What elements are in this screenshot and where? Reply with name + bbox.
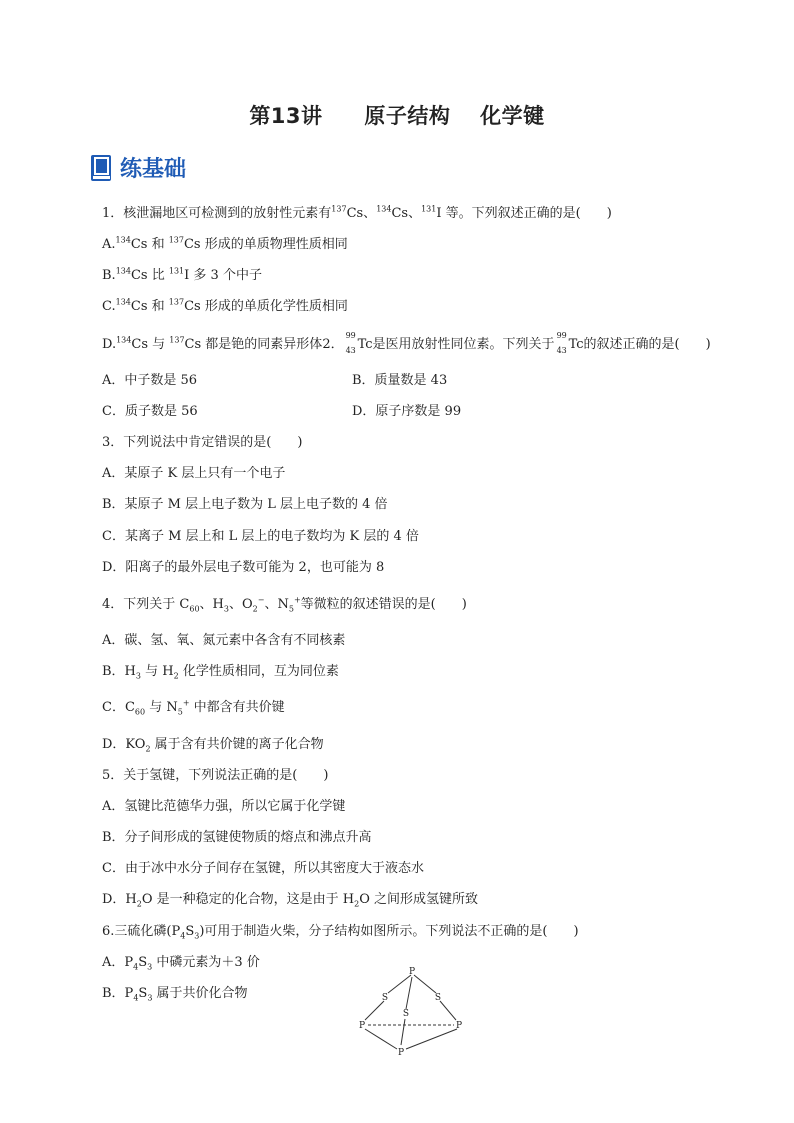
q2-option-c: C．质子数是 56 <box>102 404 198 419</box>
q1-option-b: B.$^{134}$Cs 比 $^{131}$I 多 3 个中子 <box>102 266 262 283</box>
page-title <box>0 100 794 130</box>
q5-option-a: A．氢键比范德华力强，所以它属于化学键 <box>102 799 346 814</box>
book-icon <box>90 154 112 182</box>
section-label: 练基础 <box>120 157 187 182</box>
q5-option-b: B．分子间形成的氢键使物质的熔点和沸点升高 <box>102 830 372 845</box>
q2-stem: 2． 99 43 Tc是医用放射性同位素。下列关于 99 43 Tc的叙述正确的是( ) <box>322 331 711 355</box>
atom-s-mid: S <box>402 1009 410 1019</box>
q4-option-d: D．$KO_2$ 属于含有共价键的离子化合物 <box>102 737 324 754</box>
q5-option-d: D．$H_2O$ 是一种稳定的化合物，这是由于 $H_2O$ 之间形成氢键所致 <box>102 892 479 909</box>
q3-stem: 3．下列说法中肯定错误的是( ) <box>102 435 303 450</box>
topic-atomic-structure: 原子结构 <box>364 104 451 128</box>
section-header <box>90 152 186 183</box>
bond-p-top-s-right <box>414 975 436 993</box>
tc-nuclide: 99 43 <box>345 331 356 355</box>
tc-nuclide-2: 99 43 <box>556 331 567 355</box>
q4-option-a: A．碳、氢、氧、氮元素中各含有不同核素 <box>102 633 346 648</box>
q1-option-c: C.$^{134}$Cs 和 $^{137}$Cs 形成的单质化学性质相同 <box>102 297 348 314</box>
bond-p-left-p-bottom <box>365 1029 397 1049</box>
atom-p-left: P <box>358 1021 366 1031</box>
bond-p-top-s-left <box>388 975 411 993</box>
bond-s-left-p-left <box>365 1001 384 1020</box>
q2-option-a: A．中子数是 56 <box>102 373 198 388</box>
bond-p-right-p-bottom <box>406 1029 457 1049</box>
p4s3-structure-diagram <box>350 965 480 1060</box>
q1-option-d: D.$^{134}$Cs 与 $^{137}$Cs 都是铯的同素异形体 <box>102 335 323 352</box>
bond-p-top-s-mid <box>406 977 412 1009</box>
q4-stem: 4．下列关于 $C_{60}$、$H_3$、$O_2^-$、$N_5^+$等微粒的叙述错误的是( ) <box>102 595 467 614</box>
atom-p-top: P <box>408 967 416 977</box>
atom-p-bottom: P <box>397 1048 405 1058</box>
q6-stem: 6.三硫化磷$(P_4S_3)$可用于制造火柴，分子结构如图所示。下列说法不正确的是( ) <box>102 924 579 941</box>
atom-s-left: S <box>381 993 389 1003</box>
q4-option-c: C．$C_{60}$ 与 $N_5^+$ 中都含有共价键 <box>102 698 285 717</box>
q1-option-d-q2-stem <box>102 331 711 355</box>
q1-option-a: A.$^{134}$Cs 和 $^{137}$Cs 形成的单质物理性质相同 <box>102 235 348 252</box>
q5-stem: 5．关于氢键，下列说法正确的是( ) <box>102 768 329 783</box>
q3-option-b: B．某原子 M 层上电子数为 L 层上电子数的 4 倍 <box>102 497 388 512</box>
atom-p-right: P <box>455 1021 463 1031</box>
q2-option-d: D．原子序数是 99 <box>352 404 462 419</box>
q3-option-d: D．阳离子的最外层电子数可能为 2，也可能为 8 <box>102 560 385 575</box>
topic-chemical-bond: 化学键 <box>480 104 545 128</box>
q2-option-b: B．质量数是 43 <box>352 373 448 388</box>
q6-option-a: A．$P_4S_3$ 中磷元素为＋3 价 <box>102 955 260 972</box>
bond-s-right-p-right <box>440 1001 456 1020</box>
q3-option-c: C．某离子 M 层上和 L 层上的电子数均为 K 层的 4 倍 <box>102 529 419 544</box>
q5-option-c: C．由于冰中水分子间存在氢键，所以其密度大于液态水 <box>102 861 424 876</box>
q1-stem: 1．核泄漏地区可检测到的放射性元素有$^{137}$Cs、$^{134}$Cs、$^{131}$I 等。下列叙述正确的是( ) <box>102 204 612 221</box>
bond-s-mid-p-bottom <box>401 1019 405 1045</box>
lecture-number: 第13讲 <box>249 104 323 128</box>
q6-option-b: B．$P_4S_3$ 属于共价化合物 <box>102 986 248 1003</box>
q3-option-a: A．某原子 K 层上只有一个电子 <box>102 466 286 481</box>
q4-option-b: B．$H_3$ 与 $H_2$ 化学性质相同，互为同位素 <box>102 664 339 681</box>
atom-s-right: S <box>434 993 442 1003</box>
